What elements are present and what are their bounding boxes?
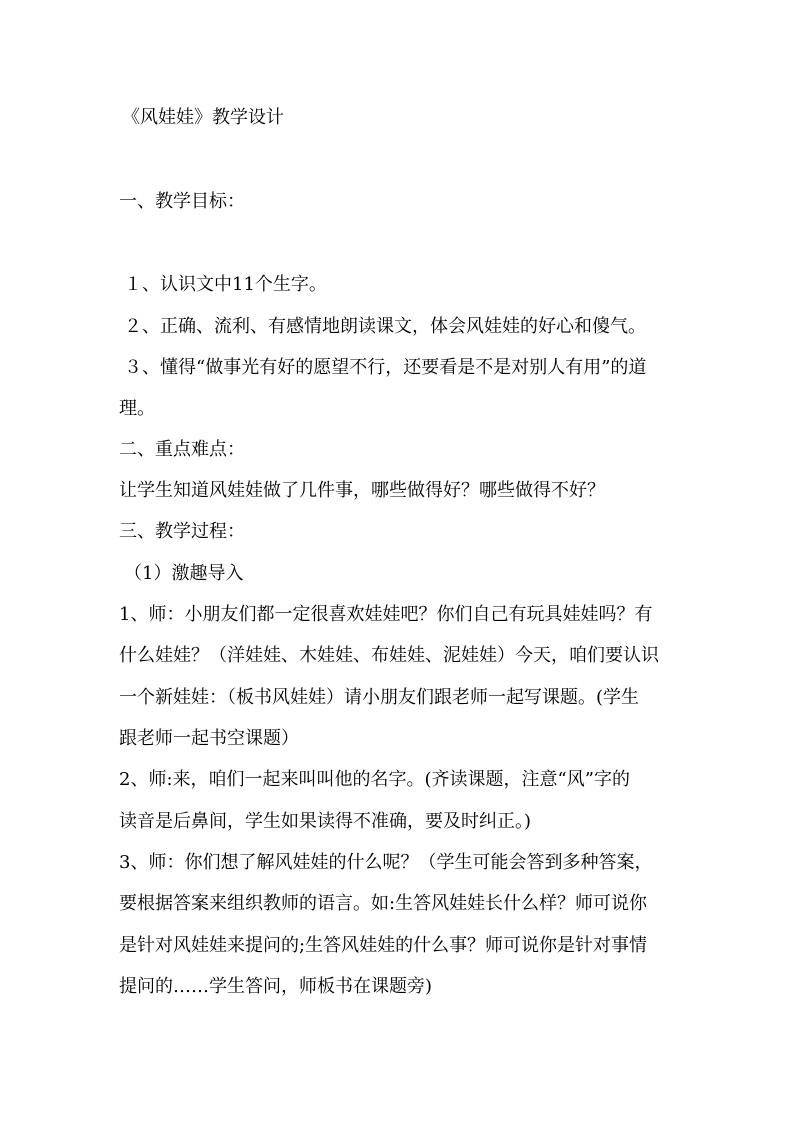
section-heading-goals: 一、教学目标： bbox=[119, 191, 245, 212]
paragraph-line: 读音是后鼻间，学生如果读得不准确，要及时纠正。) bbox=[119, 811, 532, 832]
goal-item: １、认识文中11个生字。 bbox=[124, 274, 327, 295]
goal-item: ３、懂得“做事光有好的愿望不行，还要看是不是对别人有用”的道 bbox=[124, 357, 647, 378]
key-point-text: 让学生知道风娃娃做了几件事，哪些做得好？哪些做得不好？ bbox=[119, 480, 605, 501]
paragraph-line: 跟老师一起书空课题） bbox=[119, 728, 299, 749]
paragraph-line: 是针对风娃娃来提问的;生答风娃娃的什么事？师可说你是针对事情 bbox=[119, 935, 648, 956]
document-title: 《风娃娃》教学设计 bbox=[122, 107, 284, 128]
paragraph-line: 3、师：你们想了解风娃娃的什么呢？（学生可能会答到多种答案， bbox=[119, 852, 653, 873]
paragraph-line: 要根据答案来组织教师的语言。如:生答风娃娃长什么样？师可说你 bbox=[119, 893, 648, 914]
paragraph-line: 2、师:来，咱们一起来叫叫他的名字。(齐读课题，注意“风”字的 bbox=[119, 769, 630, 790]
goal-item-continuation: 理。 bbox=[119, 398, 155, 419]
subsection-heading: （1）激趣导入 bbox=[124, 563, 244, 584]
section-heading-process: 三、教学过程： bbox=[119, 521, 245, 542]
paragraph-line: 1、师：小朋友们都一定很喜欢娃娃吧？你们自己有玩具娃娃吗？有 bbox=[119, 604, 653, 625]
goal-item: ２、正确、流利、有感情地朗读课文，体会风娃娃的好心和傻气。 bbox=[124, 316, 646, 337]
paragraph-line: 一个新娃娃：（板书风娃娃）请小朋友们跟老师一起写课题。(学生 bbox=[119, 687, 640, 708]
section-heading-key-points: 二、重点难点： bbox=[119, 439, 245, 460]
paragraph-line: 提问的……学生答问，师板书在课题旁) bbox=[119, 976, 433, 997]
paragraph-line: 什么娃娃？（洋娃娃、木娃娃、布娃娃、泥娃娃）今天，咱们要认识 bbox=[119, 645, 659, 666]
